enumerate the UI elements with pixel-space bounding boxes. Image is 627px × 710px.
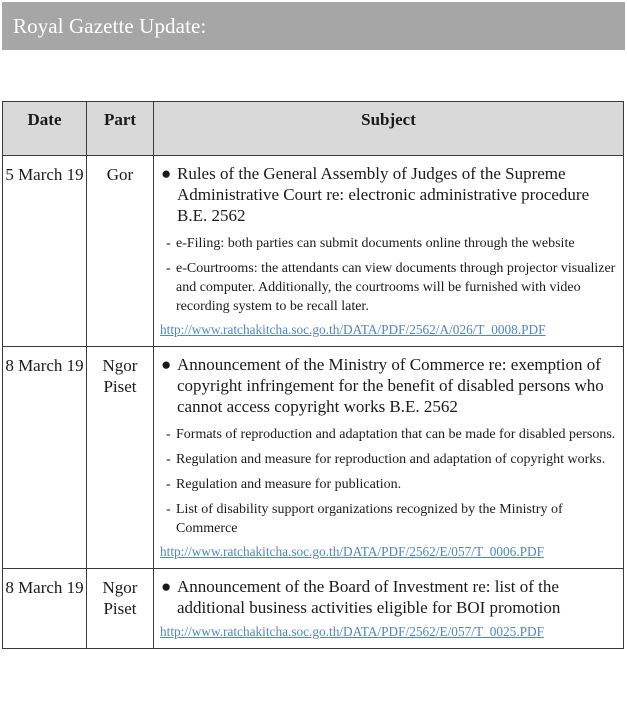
subpoint-text: e-Courtrooms: the attendants can view documents through projector visualizer and computer. Additionally, the courtrooms will be furnished with video recording system to be recall later. bbox=[176, 261, 616, 314]
gazette-pdf-link[interactable]: http://www.ratchakitcha.soc.go.th/DATA/PDF/2562/E/057/T_0006.PDF bbox=[160, 544, 545, 559]
row-date: 8 March 19 bbox=[3, 347, 87, 569]
dash-icon: - bbox=[166, 502, 171, 517]
header-subject: Subject bbox=[154, 102, 624, 156]
table-row bbox=[3, 347, 624, 569]
row-subject bbox=[154, 569, 624, 649]
subject-headline bbox=[160, 354, 617, 417]
dash-icon: - bbox=[166, 427, 171, 442]
subpoint bbox=[160, 234, 617, 253]
table-header-row bbox=[3, 102, 624, 156]
subpoint bbox=[160, 259, 617, 316]
table-row bbox=[3, 156, 624, 347]
subpoint bbox=[160, 500, 617, 538]
headline-text: Rules of the General Assembly of Judges of the Supreme Administrative Court re: electronic administrative procedure B.E. 2562 bbox=[177, 164, 590, 225]
bullet-icon: ● bbox=[161, 164, 172, 183]
header-part: Part bbox=[87, 102, 154, 156]
row-part: Ngor Piset bbox=[87, 347, 154, 569]
dash-icon: - bbox=[166, 452, 171, 467]
header-date: Date bbox=[3, 102, 87, 156]
subpoint bbox=[160, 425, 617, 444]
subject-headline bbox=[160, 163, 617, 226]
subpoint bbox=[160, 475, 617, 494]
subject-headline bbox=[160, 576, 617, 618]
row-date: 5 March 19 bbox=[3, 156, 87, 347]
row-part: Gor bbox=[87, 156, 154, 347]
subpoint-text: Regulation and measure for publication. bbox=[176, 477, 402, 492]
dash-icon: - bbox=[166, 236, 171, 251]
table-row bbox=[3, 569, 624, 649]
subpoint bbox=[160, 450, 617, 469]
bullet-icon: ● bbox=[161, 577, 172, 596]
subpoint-text: List of disability support organizations recognized by the Ministry of Commerce bbox=[176, 502, 563, 536]
dash-icon: - bbox=[166, 261, 171, 276]
headline-text: Announcement of the Board of Investment re: list of the additional business activities eligible for BOI promotion bbox=[177, 577, 561, 617]
dash-icon: - bbox=[166, 477, 171, 492]
subpoint-text: Formats of reproduction and adaptation that can be made for disabled persons. bbox=[176, 427, 616, 442]
row-subject bbox=[154, 347, 624, 569]
bullet-icon: ● bbox=[161, 355, 172, 374]
row-date: 8 March 19 bbox=[3, 569, 87, 649]
gazette-banner bbox=[2, 2, 625, 50]
row-part: Ngor Piset bbox=[87, 569, 154, 649]
subpoint-text: e-Filing: both parties can submit documents online through the website bbox=[176, 236, 575, 251]
gazette-pdf-link[interactable]: http://www.ratchakitcha.soc.go.th/DATA/PDF/2562/A/026/T_0008.PDF bbox=[160, 322, 546, 337]
row-subject bbox=[154, 156, 624, 347]
subpoint-text: Regulation and measure for reproduction and adaptation of copyright works. bbox=[176, 452, 606, 467]
gazette-table bbox=[2, 101, 624, 649]
banner-title: Royal Gazette Update: bbox=[13, 13, 207, 38]
headline-text: Announcement of the Ministry of Commerce re: exemption of copyright infringement for the benefit of disabled persons who cannot access copyright works B.E. 2562 bbox=[177, 355, 604, 416]
gazette-pdf-link[interactable]: http://www.ratchakitcha.soc.go.th/DATA/PDF/2562/E/057/T_0025.PDF bbox=[160, 624, 545, 639]
